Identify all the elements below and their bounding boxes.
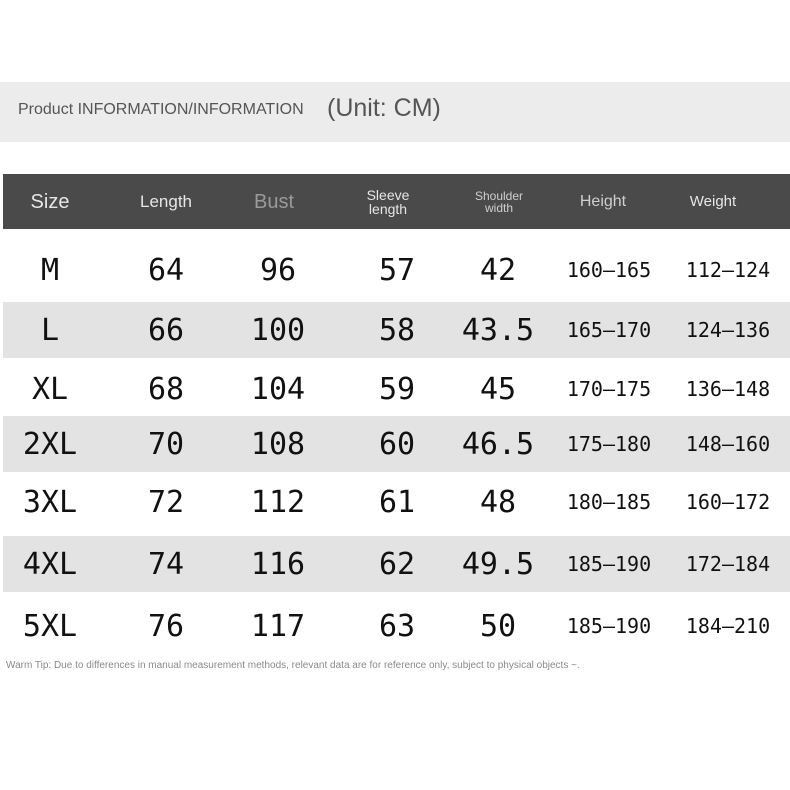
cell-sleeve-length: 59 bbox=[378, 371, 416, 407]
cell-size: 3XL bbox=[22, 484, 78, 520]
cell-height: 185–190 bbox=[566, 614, 652, 638]
cell-bust: 96 bbox=[259, 252, 297, 288]
cell-height: 185–190 bbox=[566, 552, 652, 576]
cell-height: 170–175 bbox=[566, 377, 652, 401]
cell-height: 165–170 bbox=[566, 318, 652, 342]
cell-bust: 112 bbox=[250, 484, 306, 520]
cell-length: 64 bbox=[147, 252, 185, 288]
header-shoulder-width: Shoulder width bbox=[474, 188, 524, 215]
cell-bust: 104 bbox=[250, 371, 306, 407]
table-header bbox=[3, 174, 790, 229]
cell-size: L bbox=[40, 312, 60, 348]
table-row bbox=[3, 361, 790, 417]
table-row bbox=[3, 536, 790, 592]
cell-shoulder-width: 49.5 bbox=[461, 546, 535, 582]
cell-length: 66 bbox=[147, 312, 185, 348]
cell-sleeve-length: 57 bbox=[378, 252, 416, 288]
unit-label: (Unit: CM) bbox=[327, 94, 441, 122]
header-weight: Weight bbox=[689, 193, 737, 210]
cell-shoulder-width: 50 bbox=[479, 608, 517, 644]
header-height: Height bbox=[579, 192, 627, 210]
table-row bbox=[3, 474, 790, 530]
cell-sleeve-length: 61 bbox=[378, 484, 416, 520]
cell-size: 2XL bbox=[22, 426, 78, 462]
warm-tip: Warm Tip: Due to differences in manual measurement methods, relevant data are for reference only, subject to physical objects ~. bbox=[6, 660, 580, 671]
cell-shoulder-width: 43.5 bbox=[461, 312, 535, 348]
page-title: Product INFORMATION/INFORMATION bbox=[18, 101, 304, 118]
cell-length: 72 bbox=[147, 484, 185, 520]
cell-size: 5XL bbox=[22, 608, 78, 644]
cell-height: 175–180 bbox=[566, 432, 652, 456]
cell-bust: 116 bbox=[250, 546, 306, 582]
cell-length: 68 bbox=[147, 371, 185, 407]
cell-sleeve-length: 60 bbox=[378, 426, 416, 462]
table-row bbox=[3, 416, 790, 472]
cell-size: XL bbox=[31, 371, 69, 407]
header-length: Length bbox=[140, 192, 192, 211]
cell-sleeve-length: 63 bbox=[378, 608, 416, 644]
table-row bbox=[3, 598, 790, 654]
cell-bust: 117 bbox=[250, 608, 306, 644]
cell-weight: 184–210 bbox=[685, 614, 771, 638]
header-sleeve-length: Sleeve length bbox=[366, 186, 410, 217]
cell-sleeve-length: 62 bbox=[378, 546, 416, 582]
cell-bust: 108 bbox=[250, 426, 306, 462]
cell-weight: 112–124 bbox=[685, 258, 771, 282]
cell-size: 4XL bbox=[22, 546, 78, 582]
cell-shoulder-width: 48 bbox=[479, 484, 517, 520]
cell-weight: 172–184 bbox=[685, 552, 771, 576]
cell-shoulder-width: 45 bbox=[479, 371, 517, 407]
header-size: Size bbox=[30, 190, 70, 213]
cell-shoulder-width: 46.5 bbox=[461, 426, 535, 462]
cell-sleeve-length: 58 bbox=[378, 312, 416, 348]
table-row bbox=[3, 242, 790, 298]
cell-weight: 124–136 bbox=[685, 318, 771, 342]
table-row bbox=[3, 302, 790, 358]
header-bust: Bust bbox=[253, 190, 295, 213]
cell-length: 74 bbox=[147, 546, 185, 582]
cell-weight: 160–172 bbox=[685, 490, 771, 514]
cell-length: 70 bbox=[147, 426, 185, 462]
cell-height: 180–185 bbox=[566, 490, 652, 514]
cell-length: 76 bbox=[147, 608, 185, 644]
cell-shoulder-width: 42 bbox=[479, 252, 517, 288]
cell-weight: 136–148 bbox=[685, 377, 771, 401]
cell-height: 160–165 bbox=[566, 258, 652, 282]
cell-weight: 148–160 bbox=[685, 432, 771, 456]
cell-bust: 100 bbox=[250, 312, 306, 348]
cell-size: M bbox=[40, 252, 60, 288]
